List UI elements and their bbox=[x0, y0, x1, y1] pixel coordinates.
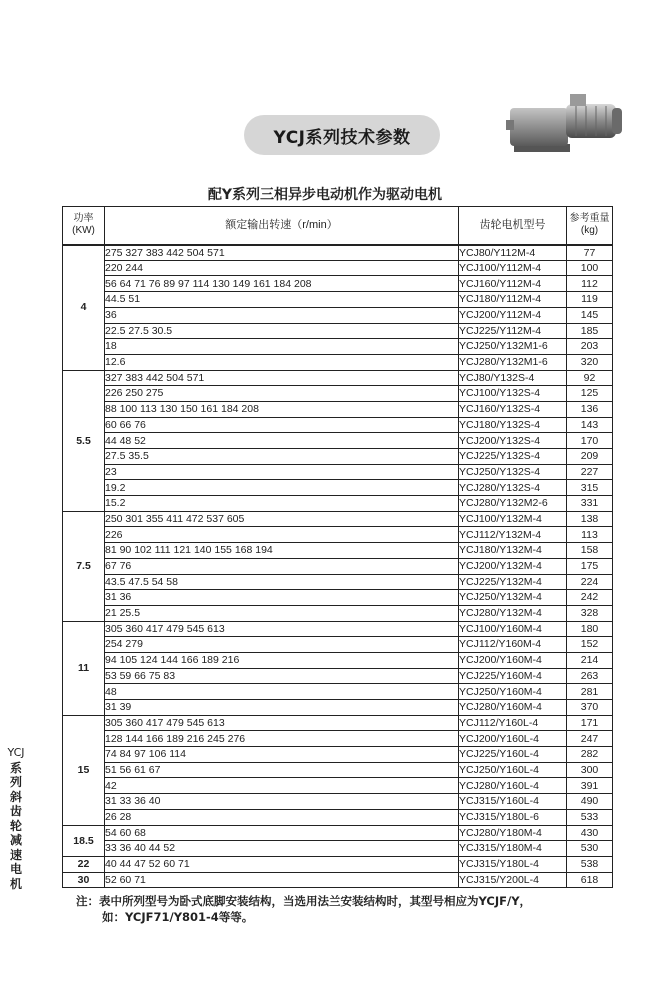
model-cell: YCJ315/Y180L-4 bbox=[459, 856, 567, 872]
weight-cell: 282 bbox=[567, 747, 613, 763]
weight-cell: 100 bbox=[567, 260, 613, 276]
model-cell: YCJ280/Y132M-4 bbox=[459, 605, 567, 621]
model-cell: YCJ315/Y180M-4 bbox=[459, 841, 567, 857]
weight-cell: 145 bbox=[567, 307, 613, 323]
sidebar-char: 斜 bbox=[9, 789, 22, 804]
speed-cell: 31 39 bbox=[105, 700, 459, 716]
speed-cell: 54 60 68 bbox=[105, 825, 459, 841]
weight-cell: 315 bbox=[567, 480, 613, 496]
table-row bbox=[63, 543, 613, 559]
weight-cell: 136 bbox=[567, 401, 613, 417]
table-row bbox=[63, 574, 613, 590]
weight-cell: 281 bbox=[567, 684, 613, 700]
table-row bbox=[63, 401, 613, 417]
sidebar-vertical-label bbox=[4, 746, 28, 891]
weight-cell: 227 bbox=[567, 464, 613, 480]
speed-cell: 40 44 47 52 60 71 bbox=[105, 856, 459, 872]
weight-cell: 77 bbox=[567, 245, 613, 261]
model-cell: YCJ280/Y132S-4 bbox=[459, 480, 567, 496]
model-cell: YCJ100/Y112M-4 bbox=[459, 260, 567, 276]
table-row bbox=[63, 825, 613, 841]
table-subtitle: 配Y系列三相异步电动机作为驱动电机 bbox=[207, 187, 443, 203]
spec-table bbox=[62, 206, 613, 888]
model-cell: YCJ180/Y112M-4 bbox=[459, 292, 567, 308]
table-row bbox=[63, 715, 613, 731]
power-cell: 7.5 bbox=[63, 511, 105, 621]
model-cell: YCJ200/Y160L-4 bbox=[459, 731, 567, 747]
header-power-label: 功率 (KW) bbox=[72, 213, 95, 237]
speed-cell: 48 bbox=[105, 684, 459, 700]
model-cell: YCJ280/Y132M2-6 bbox=[459, 496, 567, 512]
speed-cell: 56 64 71 76 89 97 114 130 149 161 184 208 bbox=[105, 276, 459, 292]
speed-cell: 27.5 35.5 bbox=[105, 449, 459, 465]
model-cell: YCJ280/Y160M-4 bbox=[459, 700, 567, 716]
sidebar-char: 机 bbox=[9, 876, 22, 891]
sidebar-char: 电 bbox=[9, 862, 22, 876]
weight-cell: 180 bbox=[567, 621, 613, 637]
power-cell: 11 bbox=[63, 621, 105, 715]
table-row bbox=[63, 417, 613, 433]
footnote-line-2: 如：YCJF71/Y801-4等等。 bbox=[102, 910, 254, 924]
model-cell: YCJ225/Y112M-4 bbox=[459, 323, 567, 339]
weight-cell: 370 bbox=[567, 700, 613, 716]
model-cell: YCJ250/Y160L-4 bbox=[459, 762, 567, 778]
speed-cell: 31 33 36 40 bbox=[105, 794, 459, 810]
table-row bbox=[63, 809, 613, 825]
table-row bbox=[63, 778, 613, 794]
model-cell: YCJ80/Y112M-4 bbox=[459, 245, 567, 261]
model-cell: YCJ315/Y180L-6 bbox=[459, 809, 567, 825]
table-row bbox=[63, 652, 613, 668]
sidebar-latin: YCJ bbox=[7, 746, 25, 759]
table-row bbox=[63, 731, 613, 747]
speed-cell: 275 327 383 442 504 571 bbox=[105, 245, 459, 261]
table-row bbox=[63, 245, 613, 261]
model-cell: YCJ225/Y160M-4 bbox=[459, 668, 567, 684]
weight-cell: 125 bbox=[567, 386, 613, 402]
table-row bbox=[63, 276, 613, 292]
sidebar-char: 减 bbox=[9, 833, 22, 847]
table-row bbox=[63, 605, 613, 621]
footnote-line-1: 注：表中所列型号为卧式底脚安装结构，当选用法兰安装结构时，其型号相应为YCJF/Y， bbox=[76, 894, 532, 908]
model-cell: YCJ225/Y132S-4 bbox=[459, 449, 567, 465]
weight-cell: 430 bbox=[567, 825, 613, 841]
speed-cell: 44 48 52 bbox=[105, 433, 459, 449]
model-cell: YCJ250/Y132M1-6 bbox=[459, 339, 567, 355]
model-cell: YCJ280/Y180M-4 bbox=[459, 825, 567, 841]
gear-motor-image bbox=[506, 86, 626, 158]
model-cell: YCJ112/Y132M-4 bbox=[459, 527, 567, 543]
model-cell: YCJ280/Y160L-4 bbox=[459, 778, 567, 794]
weight-cell: 533 bbox=[567, 809, 613, 825]
table-row bbox=[63, 747, 613, 763]
weight-cell: 203 bbox=[567, 339, 613, 355]
model-cell: YCJ80/Y132S-4 bbox=[459, 370, 567, 386]
speed-cell: 74 84 97 106 114 bbox=[105, 747, 459, 763]
speed-cell: 44.5 51 bbox=[105, 292, 459, 308]
model-cell: YCJ100/Y132M-4 bbox=[459, 511, 567, 527]
speed-cell: 18 bbox=[105, 339, 459, 355]
model-cell: YCJ100/Y132S-4 bbox=[459, 386, 567, 402]
model-cell: YCJ180/Y132M-4 bbox=[459, 543, 567, 559]
table-row bbox=[63, 480, 613, 496]
speed-cell: 23 bbox=[105, 464, 459, 480]
table-row bbox=[63, 684, 613, 700]
speed-cell: 226 250 275 bbox=[105, 386, 459, 402]
weight-cell: 224 bbox=[567, 574, 613, 590]
table-header-row bbox=[63, 207, 613, 245]
speed-cell: 26 28 bbox=[105, 809, 459, 825]
table-row bbox=[63, 307, 613, 323]
speed-cell: 305 360 417 479 545 613 bbox=[105, 621, 459, 637]
weight-cell: 263 bbox=[567, 668, 613, 684]
table-row bbox=[63, 590, 613, 606]
table-row bbox=[63, 841, 613, 857]
model-cell: YCJ112/Y160L-4 bbox=[459, 715, 567, 731]
weight-cell: 242 bbox=[567, 590, 613, 606]
weight-cell: 538 bbox=[567, 856, 613, 872]
speed-cell: 42 bbox=[105, 778, 459, 794]
speed-cell: 15.2 bbox=[105, 496, 459, 512]
speed-cell: 51 56 61 67 bbox=[105, 762, 459, 778]
weight-cell: 113 bbox=[567, 527, 613, 543]
table-row bbox=[63, 292, 613, 308]
header-power bbox=[63, 207, 105, 245]
model-cell: YCJ280/Y132M1-6 bbox=[459, 354, 567, 370]
table-row bbox=[63, 794, 613, 810]
model-cell: YCJ315/Y200L-4 bbox=[459, 872, 567, 888]
speed-cell: 53 59 66 75 83 bbox=[105, 668, 459, 684]
model-cell: YCJ225/Y160L-4 bbox=[459, 747, 567, 763]
table-row bbox=[63, 464, 613, 480]
speed-cell: 33 36 40 44 52 bbox=[105, 841, 459, 857]
table-row bbox=[63, 449, 613, 465]
table-row bbox=[63, 370, 613, 386]
model-cell: YCJ200/Y112M-4 bbox=[459, 307, 567, 323]
speed-cell: 81 90 102 111 121 140 155 168 194 bbox=[105, 543, 459, 559]
table-row bbox=[63, 496, 613, 512]
weight-cell: 158 bbox=[567, 543, 613, 559]
model-cell: YCJ112/Y160M-4 bbox=[459, 637, 567, 653]
model-cell: YCJ250/Y132M-4 bbox=[459, 590, 567, 606]
weight-cell: 530 bbox=[567, 841, 613, 857]
power-cell: 18.5 bbox=[63, 825, 105, 856]
table-row bbox=[63, 386, 613, 402]
speed-cell: 36 bbox=[105, 307, 459, 323]
model-cell: YCJ180/Y132S-4 bbox=[459, 417, 567, 433]
speed-cell: 22.5 27.5 30.5 bbox=[105, 323, 459, 339]
weight-cell: 490 bbox=[567, 794, 613, 810]
speed-cell: 254 279 bbox=[105, 637, 459, 653]
sidebar-char: 轮 bbox=[9, 818, 22, 833]
footnote bbox=[76, 893, 636, 925]
model-cell: YCJ225/Y132M-4 bbox=[459, 574, 567, 590]
sidebar-char: 齿 bbox=[9, 804, 22, 818]
table-row bbox=[63, 637, 613, 653]
speed-cell: 226 bbox=[105, 527, 459, 543]
speed-cell: 327 383 442 504 571 bbox=[105, 370, 459, 386]
weight-cell: 247 bbox=[567, 731, 613, 747]
speed-cell: 67 76 bbox=[105, 558, 459, 574]
page-title: YCJ系列技术参数 bbox=[244, 115, 440, 155]
header-speed: 额定输出转速（r/min） bbox=[105, 207, 459, 245]
weight-cell: 209 bbox=[567, 449, 613, 465]
speed-cell: 43.5 47.5 54 58 bbox=[105, 574, 459, 590]
weight-cell: 391 bbox=[567, 778, 613, 794]
model-cell: YCJ200/Y132M-4 bbox=[459, 558, 567, 574]
table-row bbox=[63, 762, 613, 778]
power-cell: 30 bbox=[63, 872, 105, 888]
table-row bbox=[63, 354, 613, 370]
weight-cell: 185 bbox=[567, 323, 613, 339]
model-cell: YCJ200/Y132S-4 bbox=[459, 433, 567, 449]
header-weight bbox=[567, 207, 613, 245]
weight-cell: 320 bbox=[567, 354, 613, 370]
model-cell: YCJ160/Y132S-4 bbox=[459, 401, 567, 417]
table-row bbox=[63, 558, 613, 574]
weight-cell: 328 bbox=[567, 605, 613, 621]
header-weight-label: 参考重量 (kg) bbox=[569, 213, 610, 237]
power-cell: 15 bbox=[63, 715, 105, 825]
table-row bbox=[63, 433, 613, 449]
model-cell: YCJ160/Y112M-4 bbox=[459, 276, 567, 292]
speed-cell: 250 301 355 411 472 537 605 bbox=[105, 511, 459, 527]
table-row bbox=[63, 323, 613, 339]
model-cell: YCJ315/Y160L-4 bbox=[459, 794, 567, 810]
model-cell: YCJ250/Y160M-4 bbox=[459, 684, 567, 700]
power-cell: 4 bbox=[63, 245, 105, 371]
speed-cell: 305 360 417 479 545 613 bbox=[105, 715, 459, 731]
table-row bbox=[63, 856, 613, 872]
weight-cell: 143 bbox=[567, 417, 613, 433]
weight-cell: 331 bbox=[567, 496, 613, 512]
weight-cell: 214 bbox=[567, 652, 613, 668]
speed-cell: 88 100 113 130 150 161 184 208 bbox=[105, 401, 459, 417]
weight-cell: 618 bbox=[567, 872, 613, 888]
sidebar-char: 列 bbox=[9, 775, 22, 789]
speed-cell: 21 25.5 bbox=[105, 605, 459, 621]
table-row bbox=[63, 511, 613, 527]
header-model: 齿轮电机型号 bbox=[459, 207, 567, 245]
weight-cell: 119 bbox=[567, 292, 613, 308]
power-cell: 22 bbox=[63, 856, 105, 872]
model-cell: YCJ200/Y160M-4 bbox=[459, 652, 567, 668]
table-row bbox=[63, 872, 613, 888]
speed-cell: 220 244 bbox=[105, 260, 459, 276]
table-row bbox=[63, 527, 613, 543]
table-row bbox=[63, 668, 613, 684]
speed-cell: 94 105 124 144 166 189 216 bbox=[105, 652, 459, 668]
speed-cell: 128 144 166 189 216 245 276 bbox=[105, 731, 459, 747]
sidebar-char: 系 bbox=[9, 760, 22, 775]
weight-cell: 170 bbox=[567, 433, 613, 449]
table-row bbox=[63, 621, 613, 637]
table-body bbox=[63, 245, 613, 888]
weight-cell: 138 bbox=[567, 511, 613, 527]
table-row bbox=[63, 700, 613, 716]
weight-cell: 92 bbox=[567, 370, 613, 386]
power-cell: 5.5 bbox=[63, 370, 105, 511]
speed-cell: 12.6 bbox=[105, 354, 459, 370]
weight-cell: 152 bbox=[567, 637, 613, 653]
model-cell: YCJ250/Y132S-4 bbox=[459, 464, 567, 480]
sidebar-char: 速 bbox=[9, 847, 22, 862]
table-row bbox=[63, 260, 613, 276]
weight-cell: 300 bbox=[567, 762, 613, 778]
speed-cell: 60 66 76 bbox=[105, 417, 459, 433]
speed-cell: 19.2 bbox=[105, 480, 459, 496]
speed-cell: 52 60 71 bbox=[105, 872, 459, 888]
table-row bbox=[63, 339, 613, 355]
weight-cell: 171 bbox=[567, 715, 613, 731]
weight-cell: 175 bbox=[567, 558, 613, 574]
weight-cell: 112 bbox=[567, 276, 613, 292]
speed-cell: 31 36 bbox=[105, 590, 459, 606]
model-cell: YCJ100/Y160M-4 bbox=[459, 621, 567, 637]
